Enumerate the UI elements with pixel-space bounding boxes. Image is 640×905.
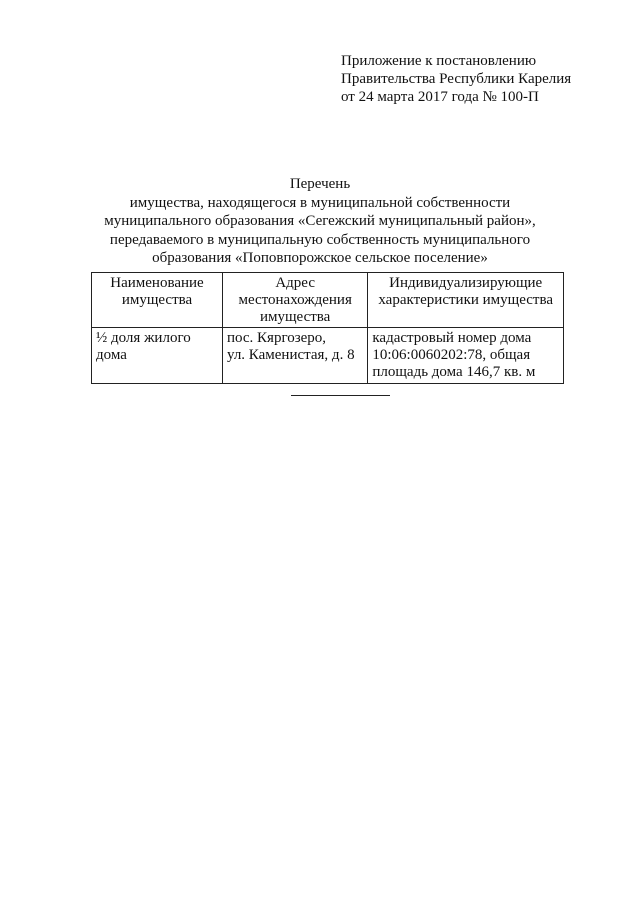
header-text: Индивидуализирующие (389, 275, 543, 291)
cell-address (222, 328, 367, 384)
table-header-row (92, 273, 564, 328)
header-text: имущества (121, 292, 193, 308)
cell-text: площадь дома 146,7 кв. м (372, 364, 536, 380)
cell-characteristics (368, 328, 564, 384)
header-text: Адрес (275, 275, 315, 291)
heading-line: передаваемого в муниципальную собственность муниципального (109, 231, 531, 248)
cell-text: кадастровый номер дома (372, 330, 532, 346)
header-text: характеристики имущества (378, 292, 553, 308)
header-cell-characteristics (368, 273, 564, 328)
appendix-note (341, 52, 621, 106)
property-table (91, 272, 564, 384)
heading-line: имущества, находящегося в муниципальной собственности (129, 194, 511, 211)
cell-text: дома (96, 347, 127, 363)
header-text: имущества (259, 309, 331, 325)
header-cell-address (222, 273, 367, 328)
appendix-line: Приложение к постановлению (341, 53, 537, 69)
heading-line: образования «Поповпорожское сельское поселение» (152, 250, 488, 266)
cell-text: ½ доля жилого (96, 330, 191, 346)
appendix-line: Правительства Республики Карелия (341, 71, 572, 87)
cell-text: пос. Кяргозеро, (226, 330, 327, 346)
header-text: Наименование (110, 275, 204, 291)
document-heading (60, 175, 580, 268)
heading-line: муниципального образования «Сегежский муниципальный район», (104, 213, 536, 229)
table-row (92, 328, 564, 384)
header-text: местонахождения (238, 292, 352, 308)
closing-rule (291, 395, 390, 396)
cell-text: ул. Каменистая, д. 8 (226, 347, 355, 363)
document-title: Перечень (289, 176, 351, 192)
header-cell-name (92, 273, 223, 328)
cell-property-name (92, 328, 223, 384)
cell-text: 10:06:0060202:78, общая (372, 347, 531, 363)
appendix-line: от 24 марта 2017 года № 100-П (341, 89, 539, 105)
